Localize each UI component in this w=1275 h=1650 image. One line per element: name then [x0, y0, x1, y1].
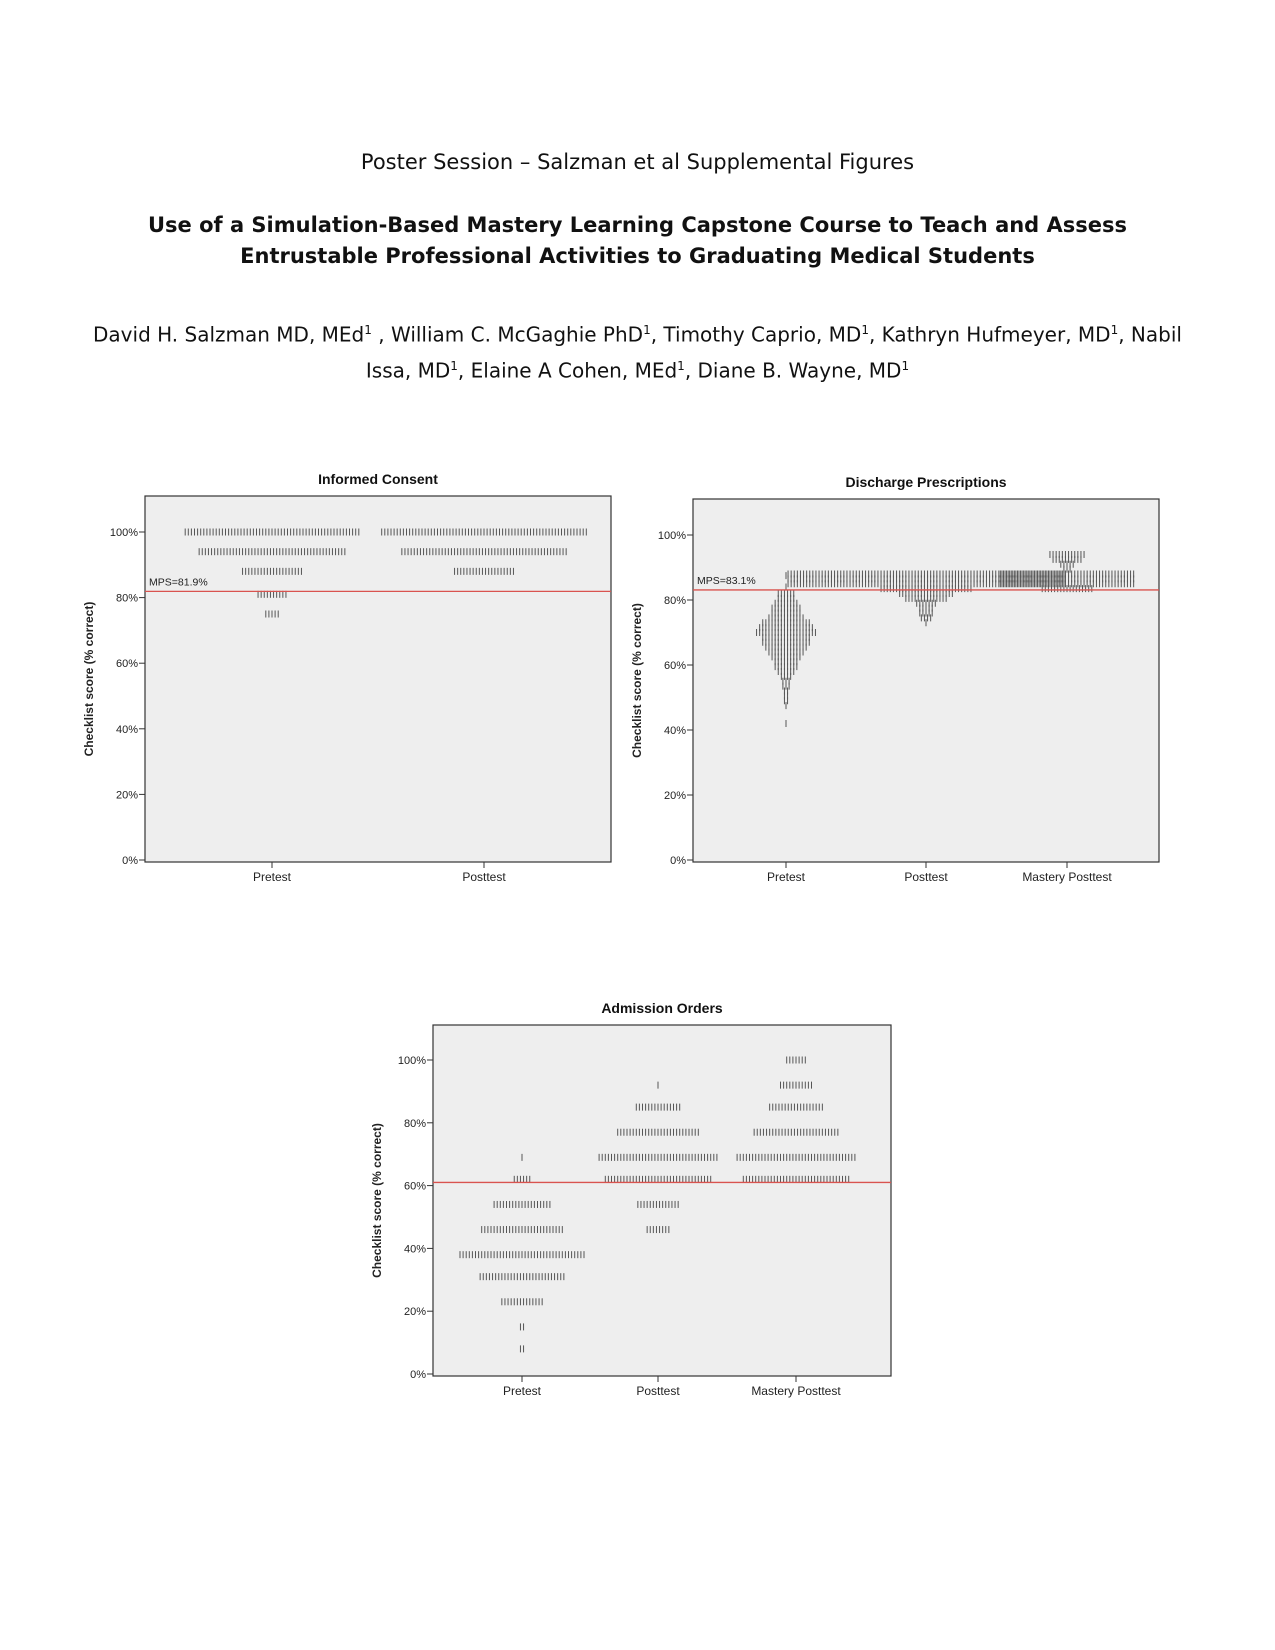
y-tick-label: 0% [410, 1369, 426, 1381]
y-tick-label: 80% [663, 595, 686, 607]
author-affiliation: 1 [450, 358, 458, 373]
x-tick-label: Pretest [766, 870, 806, 884]
y-tick-label: 100% [397, 1055, 426, 1067]
y-tick-label: 40% [403, 1243, 426, 1256]
chart-title: Informed Consent [318, 471, 438, 487]
author-name: , Diane B. Wayne, MD [684, 358, 902, 383]
author-name: David H. Salzman MD, MEd [93, 322, 365, 347]
x-tick-label: Posttest [636, 1384, 680, 1398]
author-affiliation: 1 [1110, 323, 1119, 337]
mps-label: MPS=81.9% [149, 576, 208, 589]
y-tick-label: 40% [115, 723, 138, 736]
author-affiliation: 1 [643, 323, 651, 337]
poster-title: Use of a Simulation-Based Mastery Learning Capstone Course to Teach and Assess Entrustable Professional Activities to Graduating Medical Students [147, 213, 1128, 268]
y-tick-label: 100% [109, 527, 138, 539]
x-tick-label: Posttest [904, 870, 948, 884]
y-tick-label: 80% [115, 592, 138, 605]
x-tick-label: Pretest [502, 1384, 542, 1398]
mps-label: MPS=83.1% [697, 574, 756, 587]
chart-title: Admission Orders [601, 1000, 723, 1016]
x-tick-label: Pretest [252, 870, 292, 884]
y-tick-label: 60% [663, 660, 686, 672]
y-tick-label: 60% [403, 1180, 426, 1193]
y-tick-label: 100% [657, 530, 686, 542]
y-tick-label: 0% [670, 855, 686, 867]
x-tick-label: Posttest [462, 870, 506, 884]
y-tick-label: 80% [403, 1117, 426, 1130]
author-affiliation: 1 [677, 358, 685, 373]
y-tick-label: 0% [122, 855, 138, 867]
author-affiliation: 1 [861, 323, 869, 337]
author-name: , Kathryn Hufmeyer, MD [868, 322, 1111, 347]
author-name: , Elaine A Cohen, MEd [457, 358, 678, 383]
author-name: , Timothy Caprio, MD [650, 322, 862, 347]
y-tick-label: 20% [115, 789, 138, 802]
y-tick-label: 20% [663, 790, 686, 802]
chart-title: Discharge Prescriptions [845, 474, 1007, 490]
session-heading: Poster Session – Salzman et al Supplemental Figures [360, 150, 915, 174]
author-affiliation: 1 [364, 323, 372, 337]
y-tick-label: 20% [403, 1306, 426, 1319]
x-tick-label: Mastery Posttest [1022, 870, 1112, 884]
y-tick-label: 40% [663, 725, 686, 737]
author-name: , William C. McGaghie PhD [371, 322, 644, 347]
plot-area [433, 1025, 891, 1376]
y-axis-label: Checklist score (% correct) [370, 1123, 384, 1278]
y-axis-label: Checklist score (% correct) [82, 601, 96, 757]
x-tick-label: Mastery Posttest [751, 1384, 841, 1398]
author-name: , Nabil Issa, MD [365, 322, 1182, 383]
y-tick-label: 60% [115, 658, 138, 671]
author-affiliation: 1 [901, 358, 910, 373]
y-axis-label: Checklist score (% correct) [630, 603, 644, 758]
